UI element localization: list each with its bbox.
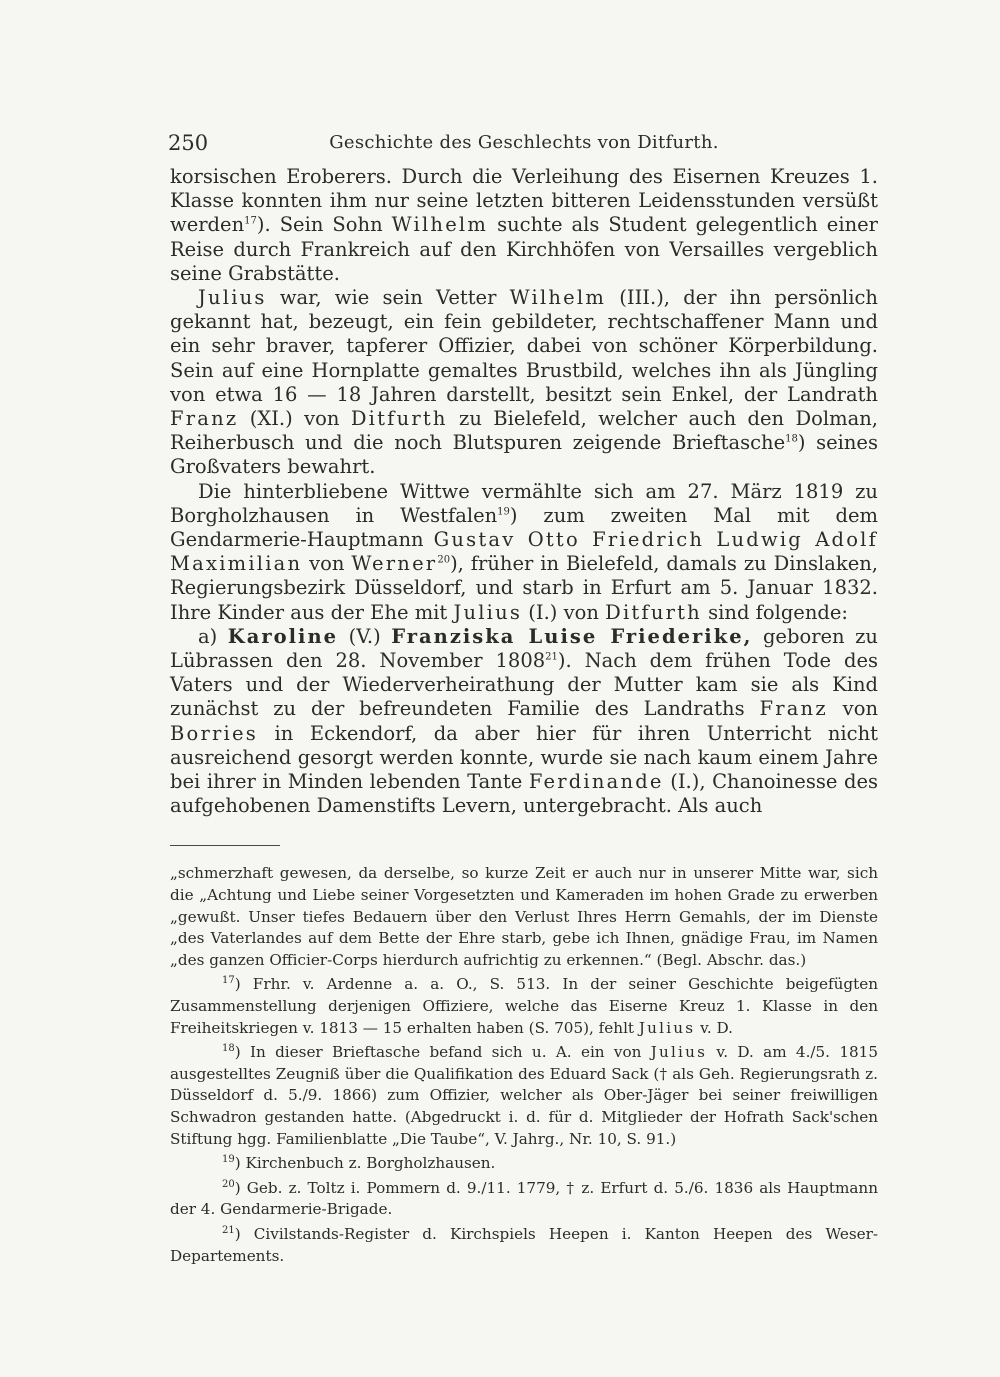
text: ) seines Großvaters bewahrt. — [170, 431, 878, 479]
footnote-ref-20: 20 — [437, 554, 451, 566]
paragraph-4 — [170, 625, 878, 819]
page-number: 250 — [168, 131, 209, 155]
name-ditfurth: Ditfurth — [605, 600, 702, 624]
text: v. D. am 4./5. 1815 ausgestelltes Zeugniß über die Qualifikation des Eduard Sack († als Geh. Regierungsrath z. Düsseldorf d. 5./9. 1866) zum Offizier, welcher als Ober-Jäger bei seiner freiwilligen Schwadron gestanden hatte. (Abgedruckt i. d. für d. Mitglieder der Hofrath Sack'schen Stiftung hgg. Familienblatte „Die Taube“, V. Jahrg., Nr. 10, S. 91.) — [170, 1043, 878, 1148]
name-borries: Borries — [170, 721, 258, 745]
name-julius: Julius — [638, 1018, 696, 1037]
text: ). Nach dem frühen Tode des Vaters und der Wiederverheirathung der Mutter kam sie als Kind zunächst zu der befreundeten Familie des Landraths — [170, 649, 878, 721]
name-wilhelm: Wilhelm — [391, 213, 489, 237]
footnote-21 — [170, 1224, 878, 1267]
text: v. D. — [695, 1018, 733, 1037]
text: ). Sein Sohn — [256, 213, 392, 237]
entry-name-karoline: Karoline — [227, 624, 339, 648]
text: von — [827, 697, 878, 721]
footnote-18 — [170, 1042, 878, 1150]
name-wilhelm: Wilhelm — [509, 286, 607, 310]
name-franz: Franz — [759, 697, 828, 721]
text: in Eckendorf, da aber hier für ihren Unterricht nicht ausreichend gesorgt werden konnte, wurde sie nach kaum einem Jahre bei ihrer in Minden lebenden Tante — [170, 721, 878, 794]
text: a) — [198, 624, 228, 648]
text: ) Frhr. v. Ardenne a. a. O., S. 513. In der seiner Geschichte beigefügten Zusammenstellung derjenigen Offiziere, welche das Eiserne Kreuz 1. Klasse in den Freiheitskriegen v. 1813 — 15 erhalten haben (S. 705), fehlt — [170, 975, 878, 1037]
text: von — [302, 552, 352, 576]
name-werner: Werner — [351, 552, 438, 576]
text: suchte als Student gelegentlich einer Reise durch Frankreich auf den Kirchhöfen von Versailles vergeblich seine Grabstätte. — [170, 213, 878, 285]
body-text — [170, 165, 878, 818]
text: ) Geb. z. Toltz i. Pommern d. 9./11. 1779, † z. Erfurt d. 5./6. 1836 als Hauptmann der 4. Gendarmerie-Brigade. — [170, 1178, 878, 1219]
text: ), früher in Bielefeld, damals zu Dinslaken, Regierungsbezirk Düsseldorf, und starb in Erfurt am 5. Januar 1832. Ihre Kinder aus der Ehe mit — [170, 552, 878, 624]
footnote-number: 20 — [222, 1178, 235, 1190]
paragraph-2 — [170, 286, 878, 480]
paragraph-1 — [170, 165, 878, 286]
footnote-continuation: „schmerzhaft gewesen, da derselbe, so kurze Zeit er auch nur in unserer Mitte war, sich die „Achtung und Liebe seiner Vorgesetzten und Kameraden im hohen Grade zu erwerben „gewußt. Unser tiefes Bedauern über den Verlust Ihres Herrn Gemahls, der im Dienste „des Vaterlandes auf dem Bette der Ehre starb, gebe ich Ihnen, gnädige Frau, im Namen „des ganzen Officier-Corps hierdurch aufrichtig zu erkennen.“ (Begl. Abschr. das.) — [170, 864, 878, 969]
text: war, wie sein Vetter — [266, 286, 510, 310]
running-head — [170, 126, 878, 160]
name-werner-given: Gustav Otto Friedrich Ludwig Adolf Maximilian — [170, 528, 878, 576]
paragraph-3 — [170, 480, 878, 625]
text: korsischen Eroberers. Durch die Verleihung des Eisernen Kreuzes 1. Klasse konnten ihm nur seine letzten bitteren Leidensstunden versüßt werden — [170, 165, 878, 237]
footnote-number: 17 — [222, 975, 235, 987]
footnote-divider — [170, 845, 280, 846]
text: ) Civilstands-Register d. Kirchspiels Heepen i. Kanton Heepen des Weser-Departements. — [170, 1224, 878, 1265]
footnote-17 — [170, 974, 878, 1039]
footnote-20 — [170, 1178, 878, 1221]
name-ditfurth: Ditfurth — [350, 407, 448, 431]
text: (XI.) von — [238, 407, 351, 431]
footnotes — [170, 863, 878, 1267]
entry-name-franziska: Franziska Luise Friederike, — [391, 624, 753, 648]
text: ) Kirchenbuch z. Borgholzhausen. — [234, 1154, 496, 1173]
name-ferdinande: Ferdinande — [528, 770, 664, 794]
running-title: Geschichte des Geschlechts von Ditfurth. — [329, 132, 719, 153]
footnote-19 — [170, 1153, 878, 1175]
text: ) In dieser Brieftasche befand sich u. A. ein von — [234, 1043, 651, 1062]
text: ) zum zweiten Mal mit dem Gendarmerie-Hauptmann — [170, 503, 878, 552]
footnote-number: 18 — [222, 1043, 235, 1055]
text: sind folgende: — [701, 600, 848, 624]
footnote-number: 19 — [222, 1154, 235, 1166]
name-julius: Julius — [453, 600, 523, 624]
page — [170, 126, 878, 1267]
text: (I.) von — [522, 600, 606, 624]
name-julius: Julius — [198, 286, 267, 310]
footnote-ref-21: 21 — [545, 651, 558, 663]
text: geboren zu Lübrassen den 28. November 1808 — [170, 624, 878, 673]
footnote-ref-17: 17 — [244, 215, 257, 227]
text: (III.), der ihn persönlich gekannt hat, bezeugt, ein fein gebildeter, rechtschaffener Mann und ein sehr braver, tapferer Offizier, dabei von schöner Körperbildung. Sein auf eine Hornplatte gemaltes Brustbild, welches ihn als Jüngling von etwa 16 — 18 Jahren darstellt, besitzt sein Enkel, der Landrath — [170, 286, 878, 406]
text: (V.) — [338, 624, 392, 648]
name-franz: Franz — [170, 407, 239, 431]
footnote-ref-19: 19 — [497, 506, 510, 518]
text: Die hinterbliebene Wittwe vermählte sich am 27. März 1819 zu Borgholzhausen in Westfalen — [170, 479, 878, 527]
footnote-ref-18: 18 — [785, 433, 798, 445]
footnote-number: 21 — [222, 1224, 235, 1236]
name-julius: Julius — [650, 1043, 708, 1062]
text: (I.), Chanoinesse des aufgehobenen Damenstifts Levern, untergebracht. Als auch — [170, 770, 879, 818]
text: zu Bielefeld, welcher auch den Dolman, Reiherbusch und die noch Blutspuren zeigende Brieftasche — [170, 407, 878, 455]
